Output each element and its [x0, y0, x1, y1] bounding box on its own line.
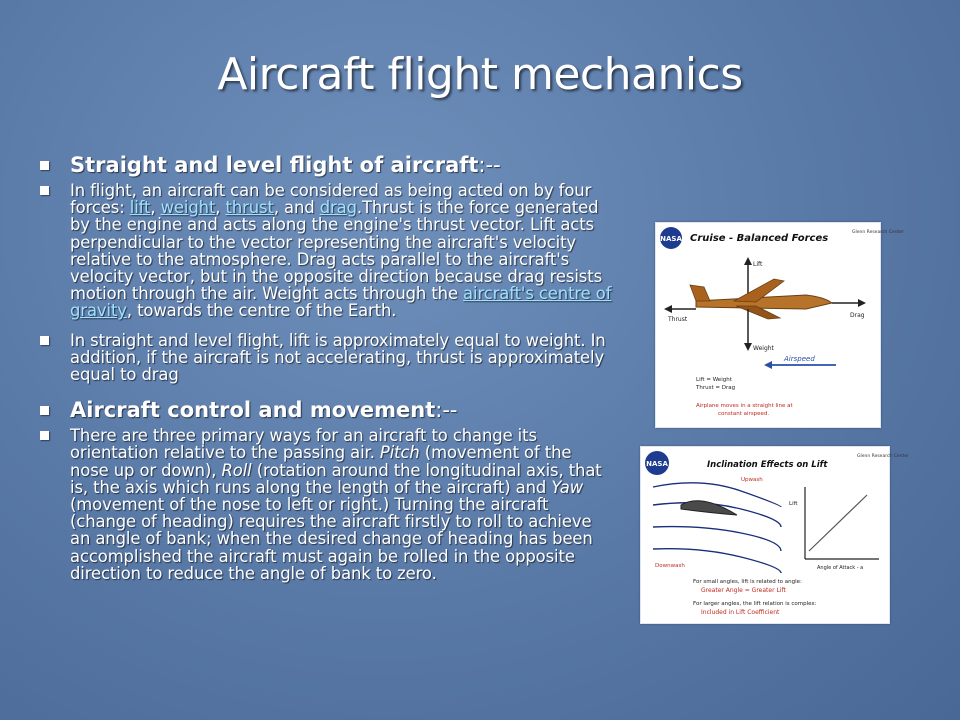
figure-title: Inclination Effects on Lift [707, 460, 828, 470]
label-lift: Lift [753, 261, 763, 268]
slide-title: Aircraft flight mechanics [217, 49, 743, 100]
bullet-square-icon [40, 336, 49, 345]
text-span: (movement of the nose up or down), [70, 443, 572, 480]
figure-note: For larger angles, the lift relation is complex: [693, 601, 817, 607]
paragraph-level-flight [40, 332, 615, 384]
heading-suffix: :-- [478, 153, 501, 177]
inclination-effects-diagram [641, 447, 909, 623]
heading-text: Straight and level flight of aircraft [70, 153, 479, 177]
text-span: , [215, 198, 226, 218]
term-roll: Roll [221, 460, 252, 480]
text-span: In straight and level flight, lift is approximately equal to weight. In addition, if the aircraft is not accelerating, thrust is approximately equal to drag [70, 330, 606, 385]
link-lift[interactable]: lift [129, 198, 151, 218]
figure-note: constant airspeed. [718, 411, 770, 417]
heading-suffix: :-- [435, 398, 458, 423]
nasa-logo-text: NASA [660, 235, 682, 243]
text-span: , towards the centre of the Earth. [126, 301, 397, 321]
bullet-square-icon [40, 161, 49, 170]
label-thrust: Thrust [668, 316, 688, 323]
equation-lift-weight: Lift = Weight [696, 377, 732, 383]
figure-note: For small angles, lift is related to angle: [693, 579, 802, 585]
section-heading-straight-level [40, 152, 615, 178]
figure-note: Greater Angle = Greater Lift [701, 587, 786, 594]
text-span: , and [273, 198, 320, 218]
link-centre-of-gravity[interactable]: aircraft's centre of gravity [70, 284, 612, 321]
label-upwash: Upwash [741, 477, 763, 483]
label-angle-of-attack: Angle of Attack - a [817, 565, 864, 571]
term-pitch: Pitch [379, 443, 420, 463]
text-span: There are three primary ways for an aircraft to change its orientation relative to the passing air. [70, 426, 537, 463]
text-span: In flight, an aircraft can be considered as being acted on by four forces: [70, 181, 592, 218]
figure-center-label: Glenn Research Center [852, 230, 904, 235]
text-span: (rotation around the longitudinal axis, that is, the axis which runs along the length of the aircraft) and [70, 460, 602, 497]
paragraph-four-forces [40, 182, 615, 320]
balanced-forces-diagram [656, 223, 904, 427]
figure-inclination-effects [640, 446, 909, 624]
link-weight[interactable]: weight [160, 198, 216, 218]
figure-title: Cruise - Balanced Forces [690, 233, 829, 244]
label-lift: Lift [789, 501, 798, 507]
airfoil-icon [681, 501, 737, 515]
slide-body [40, 152, 615, 588]
text-span: , [150, 198, 161, 218]
figure-note: Included in Lift Coefficient [701, 609, 780, 616]
heading-text: Aircraft control and movement [70, 398, 436, 423]
link-drag[interactable]: drag [319, 198, 357, 218]
bullet-square-icon [40, 406, 49, 415]
paragraph-orientation [40, 427, 615, 582]
airplane-icon [696, 295, 832, 309]
figure-note: Airplane moves in a straight line at [696, 403, 793, 409]
bullet-square-icon [40, 186, 49, 195]
link-thrust[interactable]: thrust [225, 198, 274, 218]
label-weight: Weight [753, 345, 774, 352]
term-yaw: Yaw [551, 477, 583, 497]
text-span: .Thrust is the force generated by the engine and acts along the engine's thrust vector. Lift acts perpendicular to the vector representing the aircraft's velocity relative to the atmosphere. Drag acts parallel to the aircraft's velocity vector, but in the opposite direction because drag resists motion through the air. Weight acts through the [70, 198, 603, 304]
figure-center-label: Glenn Research Center [857, 454, 909, 459]
text-span: (movement of the nose to left or right.) Turning the aircraft (change of heading) requires the aircraft firstly to roll to achieve an angle of bank; when the desired change of heading has been accomplished the aircraft must again be rolled in the opposite direction to reduce the angle of bank to zero. [70, 495, 593, 583]
section-heading-control [40, 397, 615, 423]
nasa-logo-text: NASA [646, 460, 668, 468]
bullet-square-icon [40, 431, 49, 440]
figure-balanced-forces [655, 222, 904, 428]
label-airspeed: Airspeed [784, 355, 815, 363]
label-drag: Drag [850, 312, 865, 319]
label-downwash: Downwash [655, 563, 685, 569]
equation-thrust-drag: Thrust = Drag [696, 385, 736, 391]
